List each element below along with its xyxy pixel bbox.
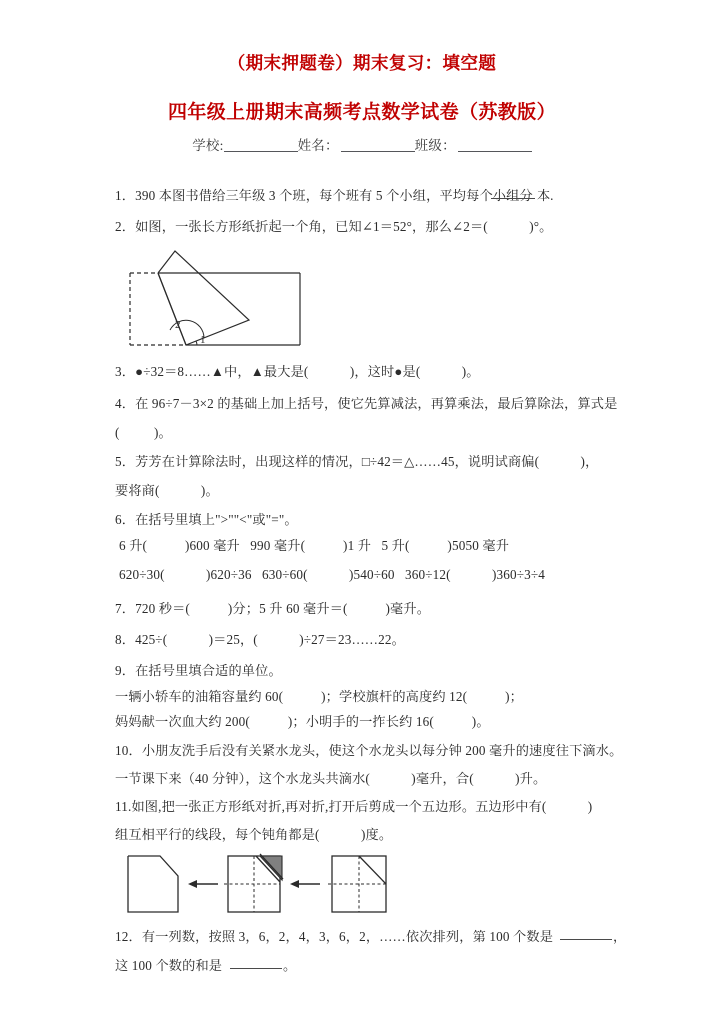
class-input-blank[interactable] xyxy=(458,138,532,152)
question-5-text-line2: 要将商( )。 xyxy=(115,483,219,498)
question-10-text-line2: 一节课下来（40 分钟），这个水龙头共滴水( )毫升，合( )升。 xyxy=(115,771,547,786)
question-9-instruction: 9．在括号里填合适的单位。 xyxy=(115,663,282,678)
angle-2-label: 2 xyxy=(175,319,181,331)
arrow-left-1 xyxy=(188,880,218,888)
panel-square-with-diagonal xyxy=(328,856,386,912)
question-7-text: 7．720 秒＝( )分；5 升 60 毫升＝( )毫升。 xyxy=(115,601,431,616)
school-label: 学校: xyxy=(192,138,224,153)
question-12 xyxy=(115,928,615,945)
question-10-text-line1: 10．小朋友洗手后没有关紧水龙头，使这个水龙头以每分钟 200 毫升的速度往下滴水。 xyxy=(115,743,623,758)
name-input-blank[interactable] xyxy=(341,138,415,152)
question-6-row-1 xyxy=(119,537,619,554)
question-4-text-line1: 4．在 96÷7－3×2 的基础上加上括号，使它先算减法，再算乘法，最后算除法，算式是 xyxy=(115,396,618,411)
question-3-text: 3．●÷32＝8……▲中，▲最大是( )，这时●是( )。 xyxy=(115,364,480,379)
question-1-text: 1．390 本图书借给三年级 3 个班，每个班有 5 个小组，平均每个小组分 xyxy=(115,188,533,203)
question-12-tail-2: 。 xyxy=(283,958,297,973)
question-7 xyxy=(115,600,615,617)
question-12-text-line1: 12．有一列数，按照 3，6，2，4，3，6，2，……依次排列，第 100 个数是 xyxy=(115,929,554,944)
question-11 xyxy=(115,798,615,815)
question-9-row-2 xyxy=(115,713,615,730)
question-12-tail-1: ， xyxy=(613,929,627,944)
question-6-compare-row-2: 620÷30( )620÷36 630÷60( )540÷60 360÷12( )360÷3÷4 xyxy=(119,567,546,582)
folded-rectangle-diagram xyxy=(118,248,358,356)
page-title-secondary: 四年级上册期末高频考点数学试卷（苏教版） xyxy=(167,102,556,123)
question-12-text-line2: 这 100 个数的和是 xyxy=(115,958,223,973)
class-label: 班级： xyxy=(414,138,456,153)
question-5 xyxy=(115,453,615,470)
question-6-row-2 xyxy=(119,566,619,583)
question-6-compare-row-1: 6 升( )600 毫升 990 毫升( )1 升 5 升( )5050 毫升 xyxy=(119,538,510,553)
question-2 xyxy=(115,218,615,235)
question-6-instruction: 6．在括号里填上">""<"或"="。 xyxy=(115,512,298,527)
question-3 xyxy=(115,363,615,380)
question-2-text: 2．如图，一张长方形纸折起一个角，已知∠1＝52°，那么∠2＝( )°。 xyxy=(115,219,553,234)
page-title-primary: （期末押题卷）期末复习：填空题 xyxy=(227,53,497,73)
question-8-text: 8．425÷( )＝25，( )÷27＝23……22。 xyxy=(115,632,405,647)
panel-result-pentagon xyxy=(128,856,178,912)
question-11-line2 xyxy=(115,826,615,843)
question-9-row-1 xyxy=(115,688,615,705)
question-12-answer-blank-1[interactable] xyxy=(560,939,612,940)
question-9 xyxy=(115,662,615,679)
question-12-answer-blank-2[interactable] xyxy=(230,968,282,969)
student-info-line xyxy=(0,134,724,154)
question-9-units-row-2: 妈妈献一次血大约 200( )；小明手的一拃长约 16( )。 xyxy=(115,714,490,729)
question-1-tail: 本. xyxy=(537,188,554,203)
question-6 xyxy=(115,511,615,528)
question-10-line2 xyxy=(115,770,615,787)
school-input-blank[interactable] xyxy=(224,138,298,152)
question-11-text-line1: 11.如图,把一张正方形纸对折,再对折,打开后剪成一个五边形。五边形中有( ) xyxy=(115,799,593,814)
question-9-units-row-1: 一辆小轿车的油箱容量约 60( )；学校旗杆的高度约 12( )； xyxy=(115,689,523,704)
question-4-text-line2: ( )。 xyxy=(115,425,172,440)
question-5-text-line1: 5．芳芳在计算除法时，出现这样的情况，□÷42＝△……45，说明试商偏( )， xyxy=(115,454,599,469)
question-5-line2 xyxy=(115,482,615,499)
question-4-line2 xyxy=(115,424,615,441)
arrow-left-2 xyxy=(290,880,320,888)
question-12-line2 xyxy=(115,957,615,974)
question-4 xyxy=(115,395,618,412)
question-10 xyxy=(115,742,623,759)
question-11-text-line2: 组互相平行的线段，每个钝角都是( )度。 xyxy=(115,827,393,842)
question-8 xyxy=(115,631,615,648)
question-1-answer-blank[interactable] xyxy=(491,198,535,199)
paper-folding-diagram xyxy=(120,850,410,922)
angle-1-label: 1 xyxy=(200,334,206,346)
name-label: 姓名： xyxy=(297,138,339,153)
panel-folded-with-flap xyxy=(224,854,283,912)
